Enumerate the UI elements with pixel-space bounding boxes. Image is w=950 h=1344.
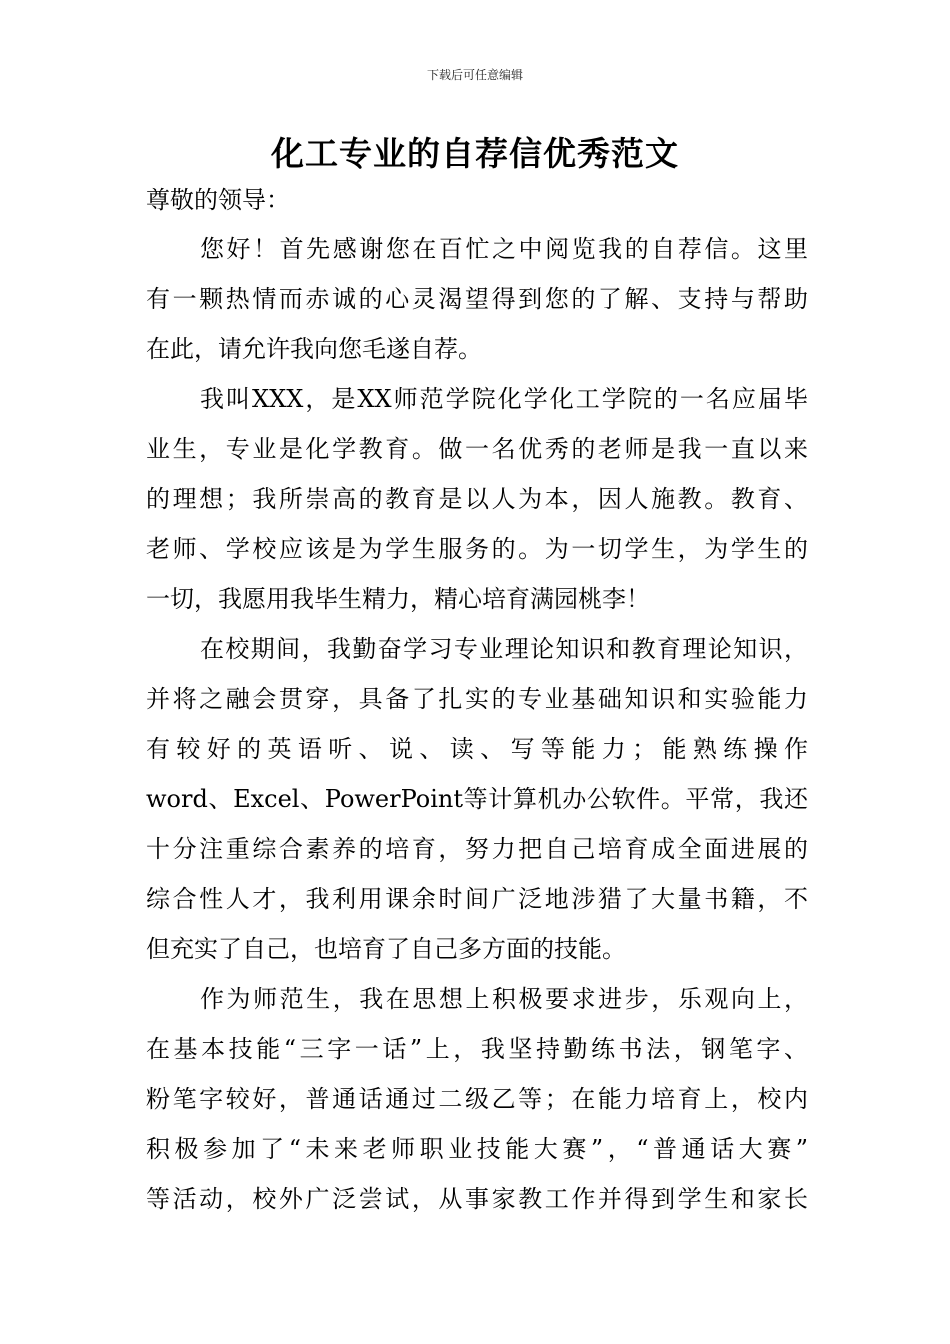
- header-note: 下载后可任意编辑: [426, 68, 523, 82]
- text-line: 积极参加了“未来老师职业技能大赛”，“普通话大赛”: [146, 1135, 808, 1163]
- salutation: 尊敬的领导：: [146, 186, 290, 214]
- paragraph-introduction: [146, 374, 808, 624]
- text-line: 一切，我愿用我毕生精力，精心培育满园桃李！: [146, 585, 650, 613]
- text-line: 有一颗热情而赤诚的心灵渴望得到您的了解、支持与帮助: [146, 285, 808, 313]
- text-line: 并将之融会贯穿，具备了扎实的专业基础知识和实验能力: [146, 685, 808, 713]
- text-line: 业生，专业是化学教育。做一名优秀的老师是我一直以来: [146, 435, 808, 463]
- text-line: 粉笔字较好，普通话通过二级乙等；在能力培育上，校内: [146, 1085, 808, 1113]
- text-line: 十分注重综合素养的培育，努力把自己培育成全面进展的: [146, 835, 808, 863]
- paragraph-study: [146, 624, 808, 974]
- text-line: word、Excel、PowerPoint等计算机办公软件。平常，我还: [146, 785, 808, 813]
- paragraph-skills: [146, 974, 808, 1224]
- text-line: 综合性人才，我利用课余时间广泛地涉猎了大量书籍，不: [146, 885, 808, 913]
- text-line: 我叫XXX，是XX师范学院化学化工学院的一名应届毕: [200, 385, 808, 413]
- text-line: 在基本技能“三字一话”上，我坚持勤练书法，钢笔字、: [146, 1035, 808, 1063]
- text-line: 老师、学校应该是为学生服务的。为一切学生，为学生的: [146, 535, 808, 563]
- text-line: 在此，请允许我向您毛遂自荐。: [146, 335, 482, 363]
- text-line: 您好！首先感谢您在百忙之中阅览我的自荐信。这里: [200, 235, 808, 263]
- text-line: 作为师范生，我在思想上积极要求进步，乐观向上，: [200, 985, 808, 1013]
- text-line: 在校期间，我勤奋学习专业理论知识和教育理论知识，: [200, 635, 808, 663]
- document-title: 化工专业的自荐信优秀范文: [271, 134, 679, 173]
- text-line: 但充实了自己，也培育了自己多方面的技能。: [146, 935, 626, 963]
- text-line: 的理想；我所崇高的教育是以人为本，因人施教。教育、: [146, 485, 808, 513]
- document-body: [146, 180, 808, 1224]
- text-line: 有较好的英语听、说、读、写等能力；能熟练操作: [146, 735, 808, 763]
- paragraph-greeting: [146, 224, 808, 374]
- text-line: 等活动，校外广泛尝试，从事家教工作并得到学生和家长: [146, 1185, 808, 1213]
